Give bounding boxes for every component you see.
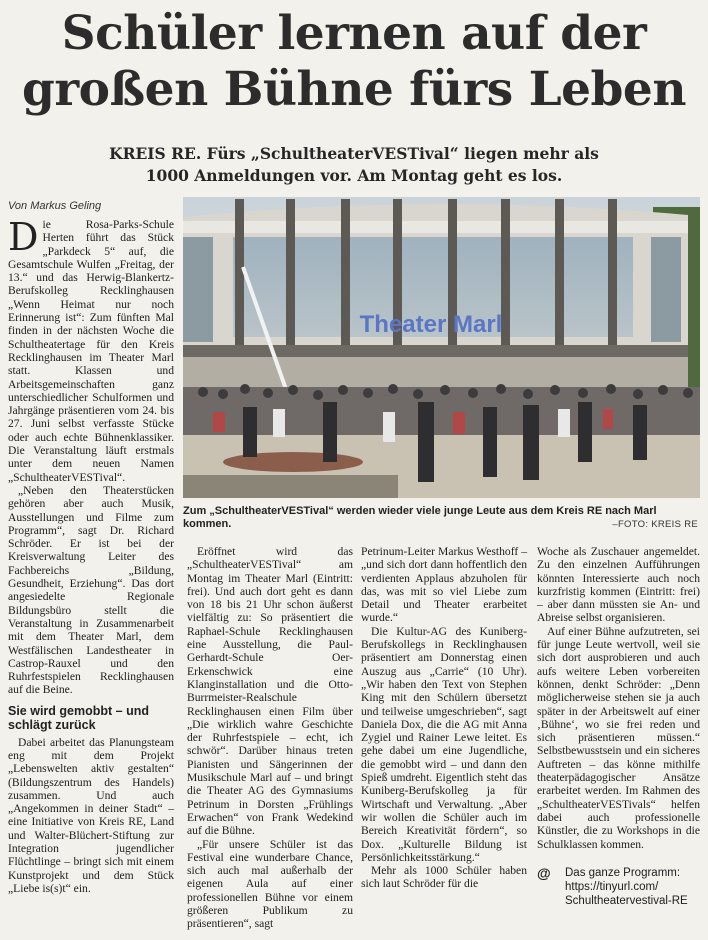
- headline-line-1: Schüler lernen auf der: [61, 6, 647, 61]
- program-link-label: Das ganze Programm:: [565, 867, 681, 879]
- article-column-2: [187, 545, 353, 931]
- photo-credit: –FOTO: KREIS RE: [612, 519, 698, 530]
- paragraph: [8, 215, 174, 484]
- subhead-line-2: 1000 Anmeldungen vor. Am Montag geht es los.: [145, 166, 563, 185]
- paragraph: Eröffnet wird das „SchultheaterVESTival“ am Montag im Theater Marl (Eintritt: frei). Und auch dort geht es dann von 18 bis 21 Uhr schon äußerst vielfältig zu: So präsentiert die Raphael-Schule Recklinghausen eine Ausstellung, die Paul-Gerhardt-Schule Oer-Erkenschwick eine Klanginstallation und die Otto-Burrmeister-Realschule Recklinghausen einen Film über „Die wirklich wahre Geschichte der Ruhrfestspiele – echt, ich schwör“. Darüber hinaus treten Pianisten und Sängerinnen der Musikschule Marl auf – und bringt die Theater AG des Gymnasiums Petrinum in Dorsten „Frühlings Erwachen“ von Frank Wedekind auf die Bühne.: [187, 545, 353, 838]
- paragraph: Petrinum-Leiter Markus Westhoff – „und sich dort dann hoffentlich den verdienten Applaus abzuholen für das, was mit so viel Liebe zum Detail und Theater erarbeitet wurde.“: [361, 545, 527, 625]
- program-link-box: [537, 866, 700, 908]
- paragraph: Die Kultur-AG des Kuniberg-Berufskollegs in Recklinghausen präsentiert am Donnerstag einen Auszug aus „Carrie“ (10 Uhr). „Wir haben den Text von Stephen King mit den Schülern übersetzt und teilweise umgeschrieben“, sagt Daniela Dox, die die AG mit Anna Zygiel und Rainer Lewe leitet. Es gehe dabei um eine Jugendliche, die gemobbt wird – und dann den Spieß umdreht. Eigentlich steht das Kuniberg-Berufskolleg ja für Wirtschaft und Verwaltung. „Aber wir wollen die Schüler auch im Bereich Kreativität fördern“, so Dox. „Kulturelle Bildung ist Persönlichkeitsstärkung.“: [361, 624, 527, 864]
- program-link-url-part-2[interactable]: Schultheatervestival-RE: [565, 895, 688, 907]
- program-link-url-part-1[interactable]: https://tinyurl.com/: [565, 881, 659, 893]
- article-column-4: [537, 545, 700, 851]
- right-window: [651, 237, 681, 342]
- theater-photo-illustration: [183, 197, 700, 498]
- kicker: KREIS RE.: [109, 144, 202, 163]
- canopy: [183, 345, 688, 357]
- section-subheading: Sie wird gemobbt – und schlägt zurück: [8, 703, 149, 732]
- article-column-3: [361, 545, 527, 891]
- paragraph: Auf einer Bühne aufzutreten, sei für junge Leute wertvoll, weil sie sich dort ausprobieren und auch aufs weitere Leben vorbereiten können, denkt Schröder: „Denn möglicherweise stehen sie ja auch später in der Arbeitswelt auf einer ‚Bühne‘, wo sie frei reden und sich präsentieren müssen.“ Selbstbewusstsein und ein sicheres Auftreten – das könne mithilfe theaterpädagogischer Ansätze erarbeitet werden. Im Rahmen des „SchultheaterVESTivals“ helfen dabei auch professionelle Künstler, die zu Workshops in die Schulklassen kommen.: [537, 624, 700, 851]
- subhead-line-1: Fürs „SchultheaterVESTival“ liegen mehr als: [206, 144, 599, 163]
- left-window: [183, 237, 213, 342]
- paragraph: „Für unsere Schüler ist das Festival eine wunderbare Chance, sich auch mal außerhalb der eigenen Aula auf einer professionellen Bühne vor einem größeren Publikum zu präsentieren“, sagt: [187, 837, 353, 931]
- foreground-ledge: [183, 475, 398, 498]
- paragraph-text: ie Rosa-Parks-Schule Herten führt das Stück „Parkdeck 5“ auf, die Gesamtschule Wulfen „Freitag, der 13.“ und das Herwig-Blankertz-Berufskolleg Recklinghausen „Wenn Heimat nur noch Erinnerung ist“: Zum fünften Mal finden in der nächsten Woche die Schultheatertage für den Kreis Recklinghausen im Theater Marl statt. Klassen und Arbeitsgemeinschaften ganz unterschiedlicher Schulformen und Jahrgänge präsentieren vom 24. bis 27. Juni selbst verfasste Stücke oder auch echte Bühnenklassiker. Die Veranstaltung läuft erstmals unter dem neuen Namen „SchultheaterVESTival“.: [8, 218, 174, 484]
- photo-caption: Zum „SchultheaterVESTival“ werden wieder viele junge Leute aus dem Kreis RE nach Marl kommen.: [183, 505, 657, 530]
- paragraph: Woche als Zuschauer angemeldet. Zu den einzelnen Aufführungen könnten Interessierte auch noch kurzfristig kommen (Eintritt: frei) – aber dann müssten sie An- und Abreise selbst organisieren.: [537, 545, 700, 625]
- paragraph: „Neben den Theaterstücken gehören aber auch Musik, Ausstellungen und Filme zum Programm“, sagt Dr. Richard Schröder. Er ist bei der Kreisverwaltung Leiter des Fachbereichs „Bildung, Gesundheit, Erziehung“. Das dort angesiedelte Regionale Bildungsbüro stellt die Veranstaltung in Zusammenarbeit mit dem Theater Marl, dem Westfälischen Landestheater in Castrop-Rauxel und den Ruhrfestspielen Recklinghausen auf die Beine.: [8, 483, 174, 697]
- paragraph: Mehr als 1000 Schüler haben sich laut Schröder für die: [361, 864, 527, 891]
- article-photo: [183, 197, 700, 498]
- paragraph: Dabei arbeitet das Planungsteam eng mit dem Projekt „Lebenswelten aktiv gestalten“ (Bildungszentrum des Handels) zusammen. Und auch „Angekommen in deiner Stadt“ – eine Initiative von Kreis RE, Land und Walter-Blüchert-Stiftung zur Integration jugendlicher Flüchtlinge – bringt sich mit einem Kunstprojekt und dem Stück „Liebe is(s)t“ ein.: [8, 735, 174, 895]
- article-column-1: [8, 215, 174, 895]
- theater-sign: Theater Marl: [359, 311, 503, 338]
- dropcap: D: [8, 215, 39, 259]
- headline-line-2: großen Bühne fürs Leben: [22, 62, 686, 117]
- program-link-url[interactable]: [565, 880, 700, 908]
- at-icon: @: [537, 865, 551, 881]
- subheadline: [80, 143, 628, 187]
- byline: Von Markus Geling: [8, 200, 102, 212]
- headline: [0, 6, 708, 118]
